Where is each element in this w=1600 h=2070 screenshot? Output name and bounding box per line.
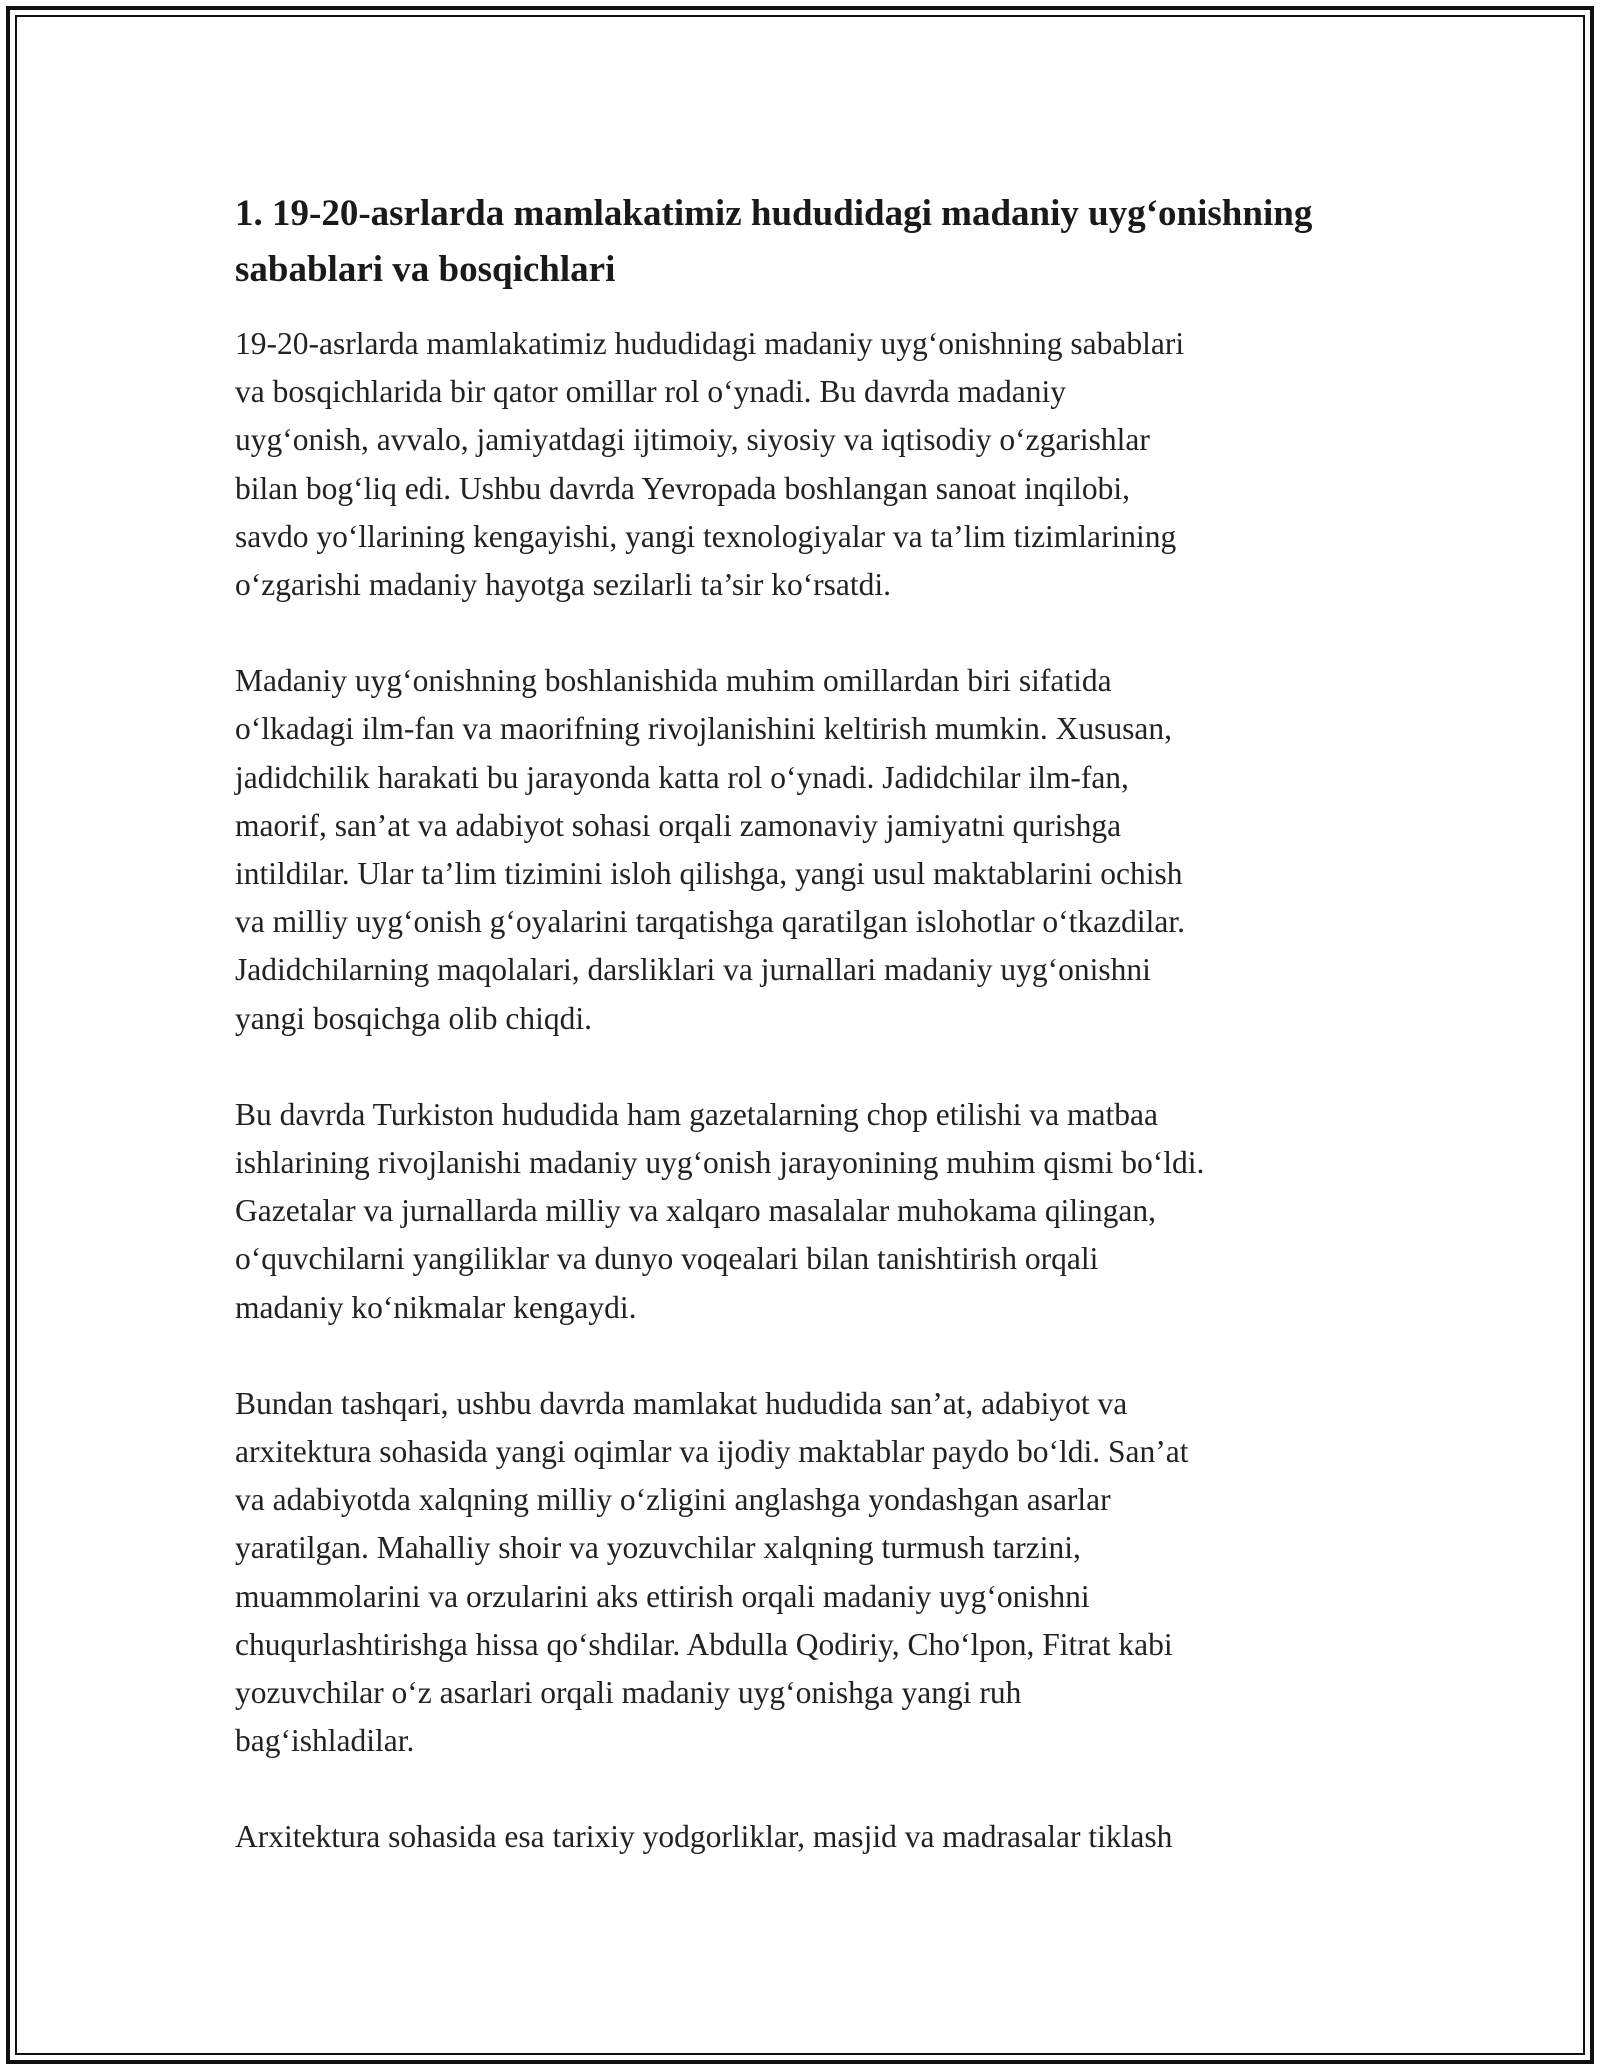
paragraph-causes: 19-20-asrlarda mamlakatimiz hududidagi madaniy uyg‘onishning sabablari va bosqichlarida bir qator omillar rol o‘ynadi. Bu davrda madaniy uyg‘onish, avvalo, jamiyatdagi ijtimoiy, siyosiy va iqtisodiy o‘zgarishlar bilan bog‘liq edi. Ushbu davrda Yevropada boshlangan sanoat inqilobi, savdo yo‘llarining kengayishi, yangi texnologiyalar va ta’lim tizimlarining o‘zgarishi madaniy hayotga sezilarli ta’sir ko‘rsatdi. <box>235 326 1185 603</box>
paragraph-arts: Bundan tashqari, ushbu davrda mamlakat hududida san’at, adabiyot va arxitektura sohasida yangi oqimlar va ijodiy maktablar paydo bo‘ldi. San’at va adabiyotda xalqning milliy o‘zligini anglashga yondashgan asarlar yaratilgan. Mahalliy shoir va yozuvchilar xalqning turmush tarzini, muammolarini va orzularini aks ettirish orqali madaniy uyg‘onishni chuqurlashtirishga hissa qo‘shdilar. Abdulla Qodiriy, Cho‘lpon, Fitrat kabi yozuvchilar o‘z asarlari orqali madaniy uyg‘onishga yangi ruh bag‘ishladilar. <box>235 1385 1189 1759</box>
paragraph-press: Bu davrda Turkiston hududida ham gazetalarning chop etilishi va matbaa ishlarining rivojlanishi madaniy uyg‘onish jarayonining muhim qismi bo‘ldi. Gazetalar va jurnallarda milliy va xalqaro masalalar muhokama qilingan, o‘quvchilarni yangiliklar va dunyo voqealari bilan tanishtirish orqali madaniy ko‘nikmalar kengaydi. <box>235 1096 1205 1325</box>
paragraph-jadidism: Madaniy uyg‘onishning boshlanishida muhim omillardan biri sifatida o‘lkadagi ilm-fan va maorifning rivojlanishini keltirish mumkin. Xususan, jadidchilik harakati bu jarayonda katta rol o‘ynadi. Jadidchilar ilm-fan, maorif, san’at va adabiyot sohasi orqali zamonaviy jamiyatni qurishga intildilar. Ular ta’lim tizimini isloh qilishga, yangi usul maktablarini ochish va milliy uyg‘onish g‘oyalarini tarqatishga qaratilgan islohotlar o‘tkazdilar. Jadidchilarning maqolalari, darsliklari va jurnallari madaniy uyg‘onishni yangi bosqichga olib chiqdi. <box>235 663 1185 1036</box>
paragraph-architecture: Arxitektura sohasida esa tarixiy yodgorliklar, masjid va madrasalar tiklash <box>235 1819 1173 1855</box>
document-body <box>235 186 1375 1910</box>
document-title: 1. 19-20-asrlarda mamlakatimiz hududidagi madaniy uyg‘onishning sabablari va bosqichlari <box>235 193 1313 290</box>
